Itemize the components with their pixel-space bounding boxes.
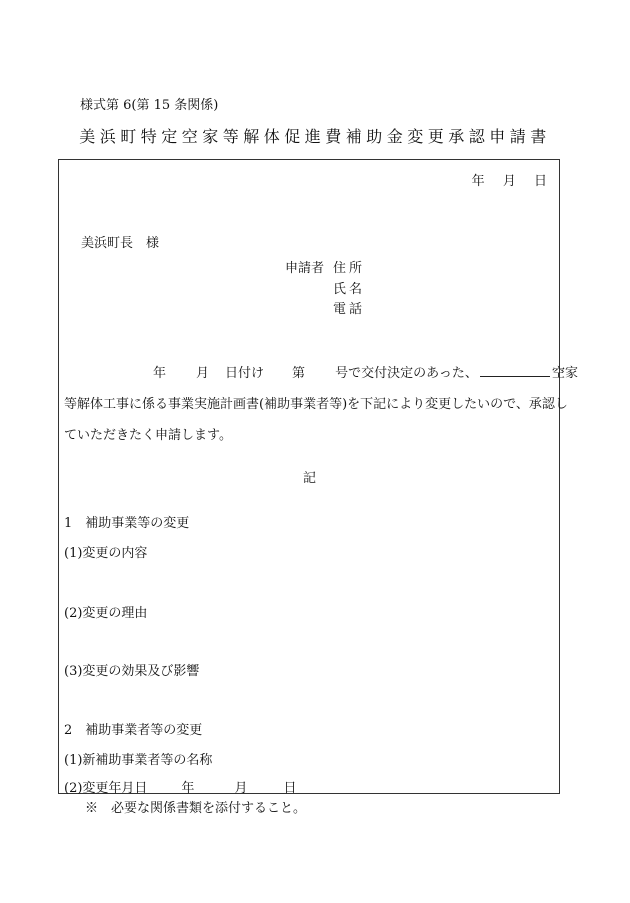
page-title: 美浜町特定空家等解体促進費補助金変更承認申請書 (79, 127, 551, 146)
change-year: 年 (181, 781, 195, 796)
ki-heading: 記 (303, 471, 317, 486)
body-line-3: ていただきたく申請します。 (64, 428, 232, 443)
date-line (472, 170, 547, 189)
blank-underline (480, 365, 550, 377)
date-month: 月 (502, 174, 516, 189)
body-number: 第 (292, 366, 306, 381)
body-month: 月 (196, 366, 210, 381)
change-date-label: (2)変更年月日 (64, 781, 148, 796)
section-2-1: (1)新補助事業者等の名称 (64, 753, 213, 768)
body-line-1 (153, 362, 578, 381)
applicant-label: 申請者 (285, 261, 325, 276)
date-year: 年 (471, 174, 485, 189)
section-2-2 (64, 777, 296, 796)
section-1: 1 補助事業等の変更 (64, 516, 190, 531)
body-rest: 号で交付決定のあった、 (335, 366, 478, 381)
change-day: 日 (283, 781, 297, 796)
addressee: 美浜町長 様 (81, 236, 160, 251)
section-2: 2 補助事業者等の変更 (64, 723, 203, 738)
name-label: 氏名 (333, 282, 366, 297)
body-year: 年 (153, 366, 167, 381)
body-line-2: 等解体工事に係る事業実施計画書(補助事業者等)を下記により変更したいので、承認し (64, 397, 568, 412)
body-dated: 日付け (225, 366, 265, 381)
section-1-2: (2)変更の理由 (64, 606, 148, 621)
attachment-note: ※ 必要な関係書類を添付すること。 (85, 801, 307, 816)
address-label: 住所 (333, 261, 366, 276)
section-1-1: (1)変更の内容 (64, 546, 148, 561)
change-month: 月 (234, 781, 248, 796)
form-number: 様式第 6(第 15 条関係) (80, 98, 219, 113)
section-1-3: (3)変更の効果及び影響 (64, 664, 200, 679)
phone-label: 電話 (333, 302, 366, 317)
date-day: 日 (533, 174, 547, 189)
body-end: 空家 (551, 366, 578, 381)
